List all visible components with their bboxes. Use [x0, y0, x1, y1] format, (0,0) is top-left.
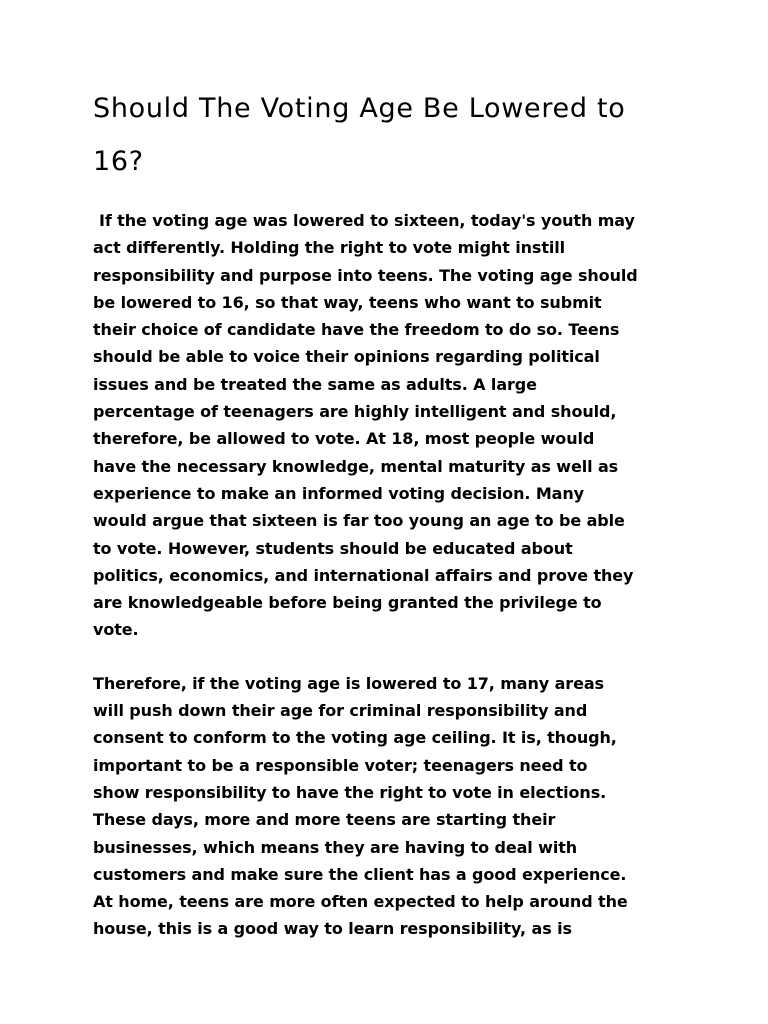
body-paragraph-2: Therefore, if the voting age is lowered to 17, many areas will push down their age for criminal responsibility and consent to conform to the voting age ceiling. It is, though, important to be a responsible voter; teenagers need to show responsibility to have the right to vote in elections. These days, more and more teens are starting their businesses, which means they are having to deal with customers and make sure the client has a good experience. At home, teens are more often expected to help around the house, this is a good way to learn responsibility, as is [93, 673, 628, 939]
document-title: Should The Voting Age Be Lowered to 16? [93, 93, 626, 177]
body-paragraph-1: If the voting age was lowered to sixteen, today's youth may act differently. Holding the right to vote might instill responsibility and purpose into teens. The voting age should be lowered to 16, so that way, teens who want to submit their choice of candidate have the freedom to do so. Teens should be able to voice their opinions regarding political issues and be treated the same as adults. A large percentage of teenagers are highly intelligent and should, therefore, be allowed to vote. At 18, most people would have the necessary knowledge, mental maturity as well as experience to make an informed voting decision. Many would argue that sixteen is far too young an age to be able to vote. However, students should be educated about politics, economics, and international affairs and prove they are knowledgeable before being granted the privilege to vote. [93, 211, 638, 640]
document-page [93, 82, 638, 943]
